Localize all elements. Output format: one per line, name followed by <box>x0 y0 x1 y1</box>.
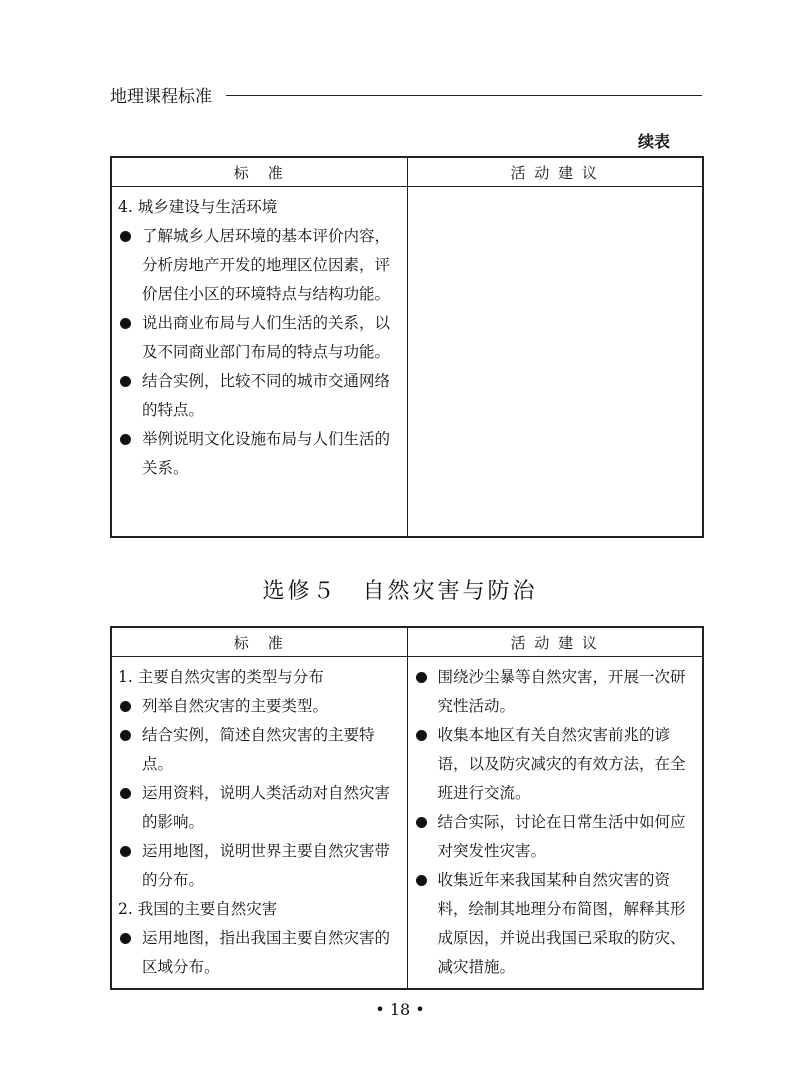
header-rule <box>226 95 702 96</box>
list-item: 了解城乡人居环境的基本评价内容，分析房地产开发的地理区位因素，评价居住小区的环境特点与结构功能。 <box>118 222 401 309</box>
list-item: 结合实例，比较不同的城市交通网络的特点。 <box>118 367 401 425</box>
list-item: 运用地图，指出我国主要自然灾害的区域分布。 <box>118 924 401 982</box>
bullet-icon <box>416 875 427 886</box>
list-item: 列举自然灾害的主要类型。 <box>118 692 401 721</box>
bullet-icon <box>120 376 131 387</box>
list-item: 收集本地区有关自然灾害前兆的谚语，以及防灾减灾的有效方法，在全班进行交流。 <box>414 721 697 808</box>
section-heading: 1. 主要自然灾害的类型与分布 <box>118 668 324 686</box>
standards-table-elective5 <box>110 626 704 990</box>
bullet-icon <box>120 788 131 799</box>
activity-cell <box>407 657 703 990</box>
page-number: • 18 • <box>375 1000 425 1019</box>
bullet-icon <box>120 730 131 741</box>
continued-label: 续表 <box>637 132 670 151</box>
standards-table-continued <box>110 156 704 538</box>
list-item: 结合实际，讨论在日常生活中如何应对突发性灾害。 <box>414 808 697 866</box>
header-activity: 活 动 建 议 <box>407 627 703 657</box>
bullet-icon <box>416 730 427 741</box>
list-item: 收集近年来我国某种自然灾害的资料，绘制其地理分布简图，解释其形成原因，并说出我国已采取的防灾、减灾措施。 <box>414 866 697 982</box>
bullet-icon <box>120 933 131 944</box>
list-item: 结合实例，简述自然灾害的主要特点。 <box>118 721 401 779</box>
list-item: 说出商业布局与人们生活的关系，以及不同商业部门布局的特点与功能。 <box>118 309 401 367</box>
bullet-icon <box>120 701 131 712</box>
bullet-icon <box>416 817 427 828</box>
bullet-icon <box>120 231 131 242</box>
running-head <box>110 82 702 106</box>
activity-cell-empty <box>407 187 703 537</box>
standard-cell <box>111 187 407 537</box>
bullet-icon <box>416 672 427 683</box>
standard-cell <box>111 657 407 990</box>
running-head-title: 地理课程标准 <box>110 86 212 107</box>
list-item: 运用地图，说明世界主要自然灾害带的分布。 <box>118 837 401 895</box>
header-standard: 标 准 <box>111 627 407 657</box>
bullet-icon <box>120 318 131 329</box>
header-standard: 标 准 <box>111 157 407 187</box>
bullet-icon <box>120 846 131 857</box>
list-item: 围绕沙尘暴等自然灾害，开展一次研究性活动。 <box>414 663 697 721</box>
list-item: 举例说明文化设施布局与人们生活的关系。 <box>118 425 401 483</box>
list-item: 运用资料，说明人类活动对自然灾害的影响。 <box>118 779 401 837</box>
section-heading: 2. 我国的主要自然灾害 <box>118 900 278 918</box>
header-activity: 活 动 建 议 <box>407 157 703 187</box>
bullet-icon <box>120 434 131 445</box>
section-title: 选修５ 自然灾害与防治 <box>262 579 538 604</box>
section-heading: 4. 城乡建设与生活环境 <box>118 198 278 216</box>
